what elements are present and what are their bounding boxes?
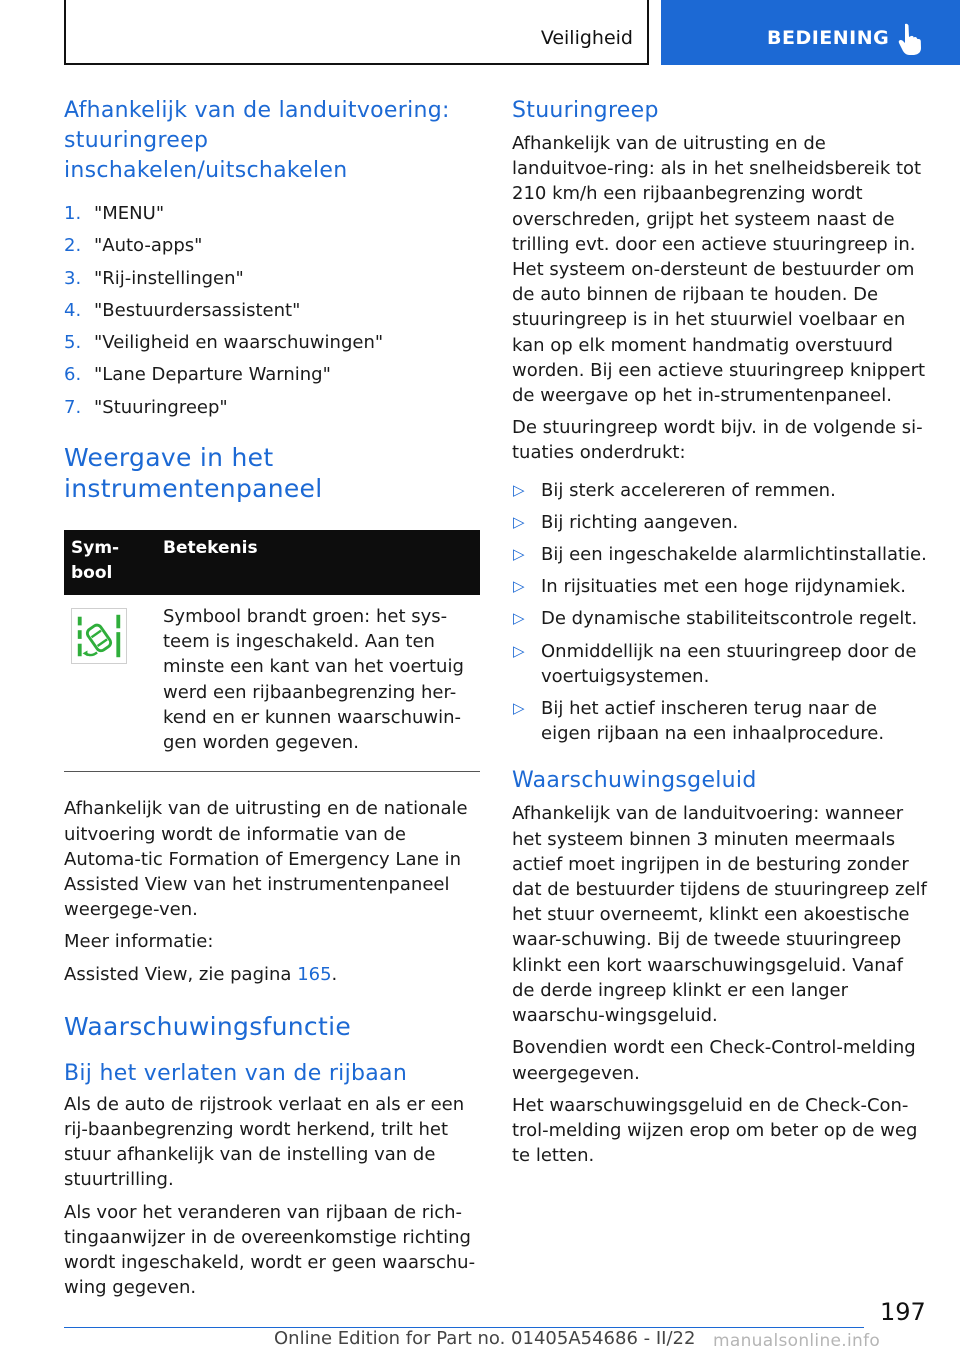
menu-step-item xyxy=(64,327,480,359)
paragraph-emergency-lane: Afhankelijk van de uitrusting en de nationale uitvoering wordt de informatie van de Automa-tic Formation of Emergency Lane in Assisted View van het instrumentenpaneel weergege-ven. xyxy=(64,798,468,921)
symbol-table xyxy=(64,530,480,772)
suppression-bullet-item xyxy=(512,639,930,689)
paragraph-sound-2: Bovendien wordt een Check-Control-melding weergegeven. xyxy=(512,1037,916,1084)
menu-step-text: "Stuuringreep" xyxy=(94,396,228,418)
menu-step-number: 6. xyxy=(64,364,82,386)
menu-step-number: 7. xyxy=(64,396,82,418)
menu-steps-list xyxy=(64,198,480,424)
menu-step-text: "Auto-apps" xyxy=(94,235,203,257)
heading-warning-function: Waarschuwingsfunctie xyxy=(64,1011,351,1041)
footer-watermark: manualsonline.info xyxy=(713,1331,881,1351)
menu-step-item xyxy=(64,392,480,424)
menu-step-item xyxy=(64,263,480,295)
heading-lane-toggle: Afhankelijk van de landuitvoering: stuuringreep inschakelen/uitschakelen xyxy=(64,98,450,183)
paragraph-leaving-lane-1: Als de auto de rijstrook verlaat en als er een rij-baanbegrenzing wordt herkend, trilt het stuur afhankelijk van de instelling van de stuurtrilling. xyxy=(64,1093,465,1191)
menu-step-text: "Veiligheid en waarschuwingen" xyxy=(94,332,384,354)
bullet-triangle-icon: ▷ xyxy=(513,480,525,499)
heading-warning-sound: Waarschuwingsgeluid xyxy=(512,768,757,794)
menu-step-item xyxy=(64,198,480,230)
menu-step-item xyxy=(64,230,480,262)
suppression-bullet-item xyxy=(512,574,930,599)
menu-step-item xyxy=(64,295,480,327)
table-header xyxy=(64,530,480,595)
bullet-triangle-icon: ▷ xyxy=(513,641,525,660)
heading-display: Weergave in het instrumentenpaneel xyxy=(64,443,323,504)
menu-step-text: "Rij-instellingen" xyxy=(94,267,244,289)
bullet-triangle-icon: ▷ xyxy=(513,512,525,531)
bullet-text: Bij sterk accelereren of remmen. xyxy=(541,479,836,501)
suppression-bullet-item xyxy=(512,606,930,631)
assisted-view-reference xyxy=(64,962,480,987)
header-chapter-title: BEDIENING xyxy=(767,27,890,49)
suppression-bullet-item xyxy=(512,510,930,535)
paragraph-steering-1: Afhankelijk van de uitrusting en de landuitvoe-ring: als in het snelheidsbereik tot 210 km/h een rijbaanbegrenzing wordt overschreden, grijpt het systeem naast de trilling evt. door een actieve stuuringreep in. Het systeem on-dersteunt de bestuurder om de auto binnen de rijbaan te houden. De stuuringreep is in het stuurwiel voelbaar en kan op elk moment handmatig overstuurd worden. Bij een actieve stuuringreep knippert de weergave op het in-strumentenpaneel. xyxy=(512,133,926,407)
heading-leaving-lane: Bij het verlaten van de rijbaan xyxy=(64,1060,408,1086)
menu-step-number: 5. xyxy=(64,332,82,354)
bullet-text: Bij het actief inscheren terug naar de eigen rijbaan na een inhaalprocedure. xyxy=(541,698,885,745)
table-header-symbol: Sym- bool xyxy=(71,538,120,584)
table-cell-symbol xyxy=(64,604,152,755)
menu-step-text: "MENU" xyxy=(94,203,165,224)
right-column xyxy=(512,96,930,1168)
paragraph-sound-3: Het waarschuwingsgeluid en de Check-Con-trol-melding wijzen erop om beter op de weg te letten. xyxy=(512,1094,918,1167)
suppression-bullet-item xyxy=(512,696,930,746)
suppression-bullet-item xyxy=(512,478,930,503)
menu-step-number: 1. xyxy=(64,203,82,224)
page-number: 197 xyxy=(880,1298,926,1326)
table-cell-meaning: Symbool brandt groen: het sys-teem is ingeschakeld. Aan ten minste een kant van het voertuig werd een rijbaanbegrenzing her-kend en er kunnen waarschuwin-gen worden gegeven. xyxy=(163,606,464,754)
paragraph-leaving-lane-2: Als voor het veranderen van rijbaan de rich-tingaanwijzer in de overeenkomstige richting wordt ingeschakeld, wordt er geen waarschu-wing gegeven. xyxy=(64,1201,476,1299)
bullet-triangle-icon: ▷ xyxy=(513,577,525,596)
page-link-165[interactable]: 165 xyxy=(297,963,332,985)
bullet-triangle-icon: ▷ xyxy=(513,699,525,718)
table-header-meaning: Betekenis xyxy=(163,538,258,559)
paragraph-sound-1: Afhankelijk van de landuitvoering: wanneer het systeem binnen 3 minuten meermaals actief moet ingrijpen in de besturing zonder dat de bestuurder tijdens de stuuringreep zelf het stuur overneemt, klinkt een akoestische waar-schuwing. Bij de tweede stuuringreep klinkt een kort waarschuwingsgeluid. Vanaf de derde ingreep klinkt er een langer waarschu-wingsgeluid. xyxy=(512,803,927,1027)
hand-pointer-icon xyxy=(897,22,927,56)
bullet-text: Onmiddellijk na een stuuringreep door de voertuigsystemen. xyxy=(541,640,917,687)
lane-assist-green-icon xyxy=(71,608,127,664)
left-column xyxy=(64,96,480,1300)
bullet-triangle-icon: ▷ xyxy=(513,545,525,564)
bullet-triangle-icon: ▷ xyxy=(513,609,525,628)
header-section-box xyxy=(64,0,649,65)
menu-step-number: 2. xyxy=(64,235,82,257)
bullet-text: In rijsituaties met een hoge rijdynamiek. xyxy=(541,576,906,598)
table-row xyxy=(64,595,480,772)
assisted-view-suffix: . xyxy=(331,963,338,985)
footer-edition: Online Edition for Part no. 01405A54686 - II/22 xyxy=(274,1328,696,1349)
more-info-label: Meer informatie: xyxy=(64,931,214,953)
bullet-text: Bij een ingeschakelde alarmlichtinstallatie. xyxy=(541,544,927,566)
header-chapter-tab[interactable] xyxy=(661,0,960,65)
header-section-title: Veiligheid xyxy=(540,27,633,49)
suppression-bullet-item xyxy=(512,542,930,567)
menu-step-text: "Lane Departure Warning" xyxy=(94,364,331,386)
assisted-view-prefix: Assisted View, zie pagina xyxy=(64,963,298,985)
bullet-text: Bij richting aangeven. xyxy=(541,511,739,533)
bullet-text: De dynamische stabiliteitscontrole regelt. xyxy=(541,608,918,630)
menu-step-number: 3. xyxy=(64,267,82,289)
suppression-bullets xyxy=(512,478,930,747)
paragraph-steering-2: De stuuringreep wordt bijv. in de volgende si-tuaties onderdrukt: xyxy=(512,417,923,464)
heading-steering-intervention: Stuuringreep xyxy=(512,98,659,123)
menu-step-text: "Bestuurdersassistent" xyxy=(94,299,301,321)
menu-step-number: 4. xyxy=(64,299,82,321)
menu-step-item xyxy=(64,359,480,391)
